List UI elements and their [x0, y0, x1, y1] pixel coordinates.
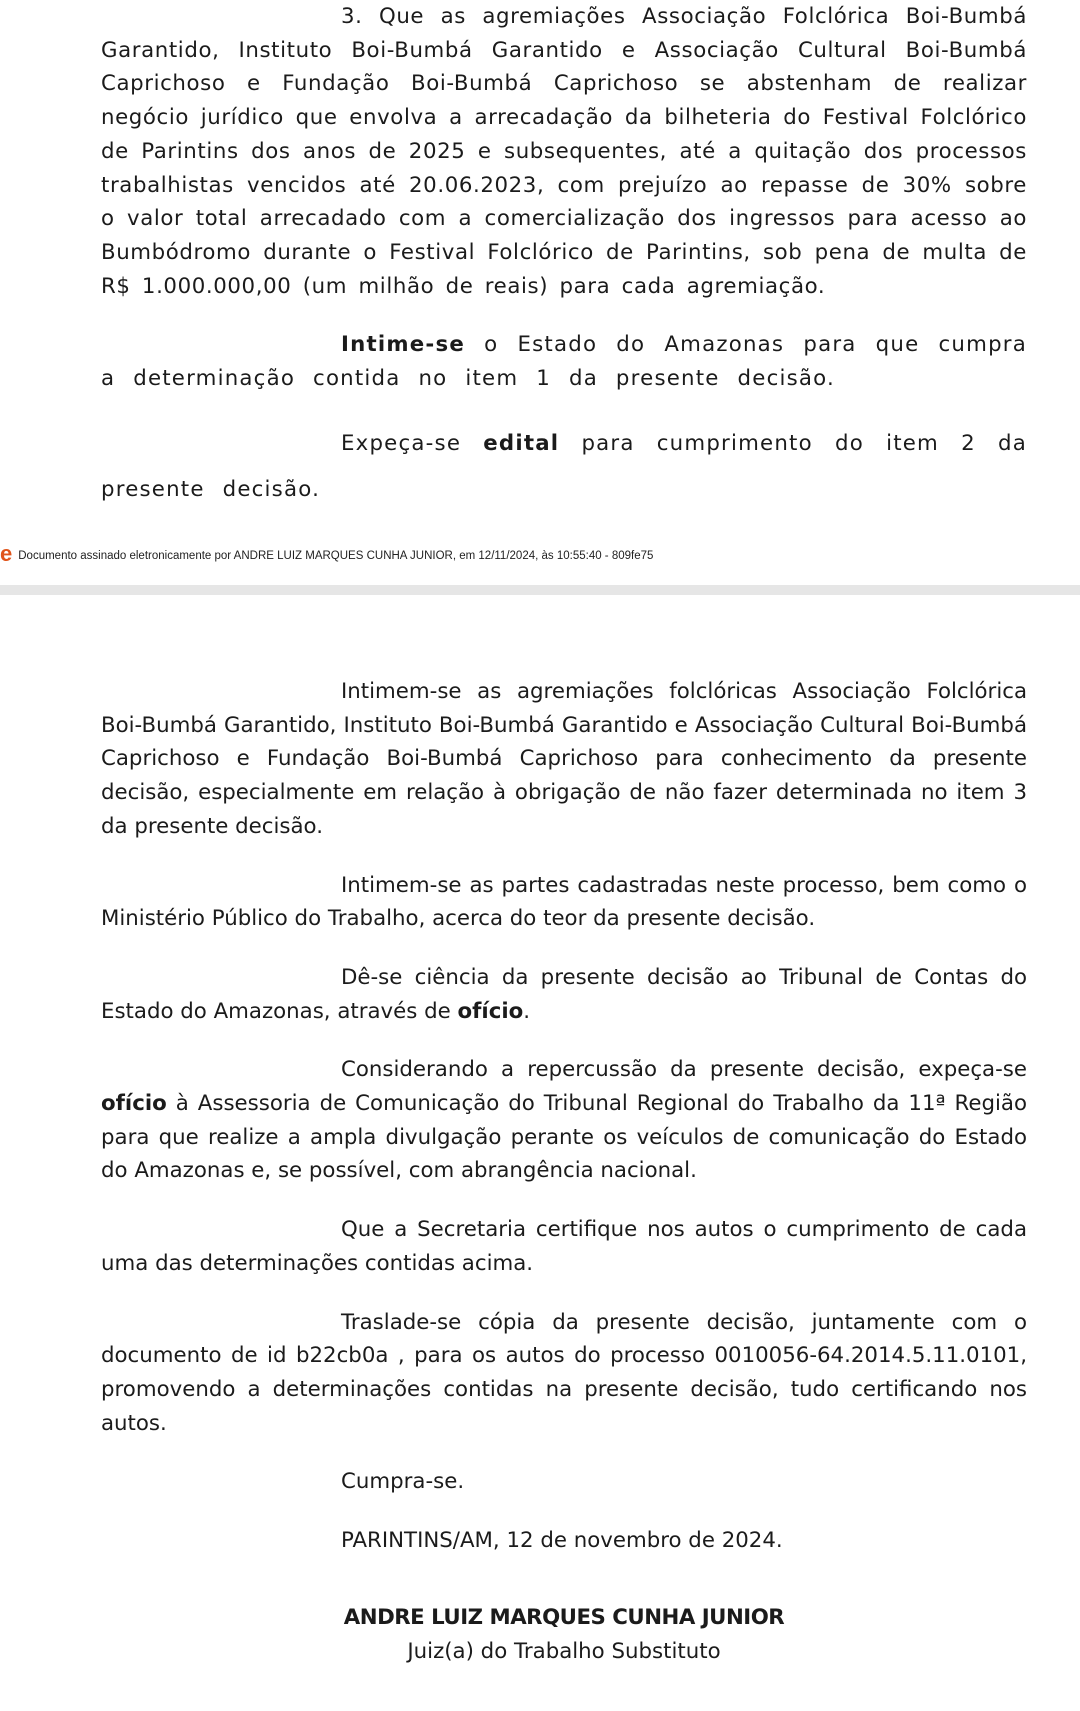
judge-name: ANDRE LUIZ MARQUES CUNHA JUNIOR — [343, 1605, 785, 1630]
ciencia-end: . — [523, 998, 531, 1024]
intime-keyword: Intime-se — [341, 332, 465, 358]
page-2-body — [101, 675, 1027, 1558]
signature-footer-text: Documento assinado eletronicamente por ANDRE LUIZ MARQUES CUNHA JUNIOR, em 12/11/2024, às 10:55:40 - 809fe75 — [18, 550, 654, 562]
page-1-body — [101, 0, 1027, 513]
signature-block — [101, 1601, 1027, 1668]
intimem-partes-paragraph: Intimem-se as partes cadastradas neste processo, bem como o Ministério Público do Trabalho, acerca do teor da presente decisão. — [101, 872, 1027, 932]
divulgacao-end: à Assessoria de Comunicação do Tribunal Regional do Trabalho da 11ª Região para que realize a ampla divulgação perante os veículos de comunicação do Estado do Amazonas e, se possível, com abrangência nacional. — [101, 1091, 1027, 1184]
place-date-line: PARINTINS/AM, 12 de novembro de 2024. — [341, 1528, 783, 1554]
page-separator — [0, 585, 1080, 595]
divulgacao-start: Considerando a repercussão da presente decisão, expeça-se — [341, 1057, 1027, 1083]
expeca-text-start: Expeça-se — [341, 430, 484, 456]
expeca-paragraph — [101, 421, 1027, 513]
expeca-text-rest: para cumprimento do item 2 da presente decisão. — [101, 430, 1027, 502]
expeca-keyword: edital — [483, 430, 560, 456]
secretaria-paragraph: Que a Secretaria certifique nos autos o cumprimento de cada uma das determinações contidas acima. — [101, 1217, 1027, 1276]
intime-text: o Estado do Amazonas para que cumpra a determinação contida no item 1 da presente decisão. — [101, 332, 1027, 392]
electronic-signature-footer — [0, 541, 654, 566]
divulgacao-paragraph — [101, 1053, 1027, 1188]
signature-logo-icon: e — [0, 541, 13, 566]
intimem-agremiacoes-paragraph: Intimem-se as agremiações folclóricas Associação Folclórica Boi-Bumbá Garantido, Instituto Boi-Bumbá Garantido e Associação Cultural Boi-Bumbá Caprichoso e Fundação Boi-Bumbá Caprichoso para conhecimento da presente decisão, especialmente em relação à obrigação de não fazer determinada no item 3 da presente decisão. — [101, 679, 1027, 839]
traslade-paragraph: Traslade-se cópia da presente decisão, juntamente com o documento de id b22cb0a , para os autos do processo 0010056-64.2014.5.11.0101, promovendo a determinações contidas na presente decisão, tudo certificando nos autos. — [101, 1309, 1027, 1436]
oficio-keyword-2: ofício — [101, 1091, 167, 1117]
intime-paragraph — [101, 328, 1027, 395]
judge-role: Juiz(a) do Trabalho Substituto — [407, 1638, 721, 1664]
ciencia-text: Dê-se ciência da presente decisão ao Tribunal de Contas do Estado do Amazonas, através de — [101, 964, 1027, 1024]
oficio-keyword: ofício — [457, 998, 524, 1024]
cumpra-se-line: Cumpra-se. — [341, 1469, 465, 1495]
document-page-1 — [0, 0, 1080, 585]
item-3-paragraph: 3. Que as agremiações Associação Folclórica Boi-Bumbá Garantido, Instituto Boi-Bumbá Garantido e Associação Cultural Boi-Bumbá Caprichoso e Fundação Boi-Bumbá Caprichoso se abstenham de realizar negócio jurídico que envolva a arrecadação da bilheteria do Festival Folclórico de Parintins dos anos de 2025 e subsequentes, até a quitação dos processos trabalhistas vencidos até 20.06.2023, com prejuízo ao repasse de 30% sobre o valor total arrecadado com a comercialização dos ingressos para acesso ao Bumbódromo durante o Festival Folclórico de Parintins, sob pena de multa de R$ 1.000.000,00 (um milhão de reais) para cada agremiação. — [101, 4, 1027, 299]
ciencia-tribunal-paragraph — [101, 961, 1027, 1028]
document-page-2 — [0, 595, 1080, 1711]
